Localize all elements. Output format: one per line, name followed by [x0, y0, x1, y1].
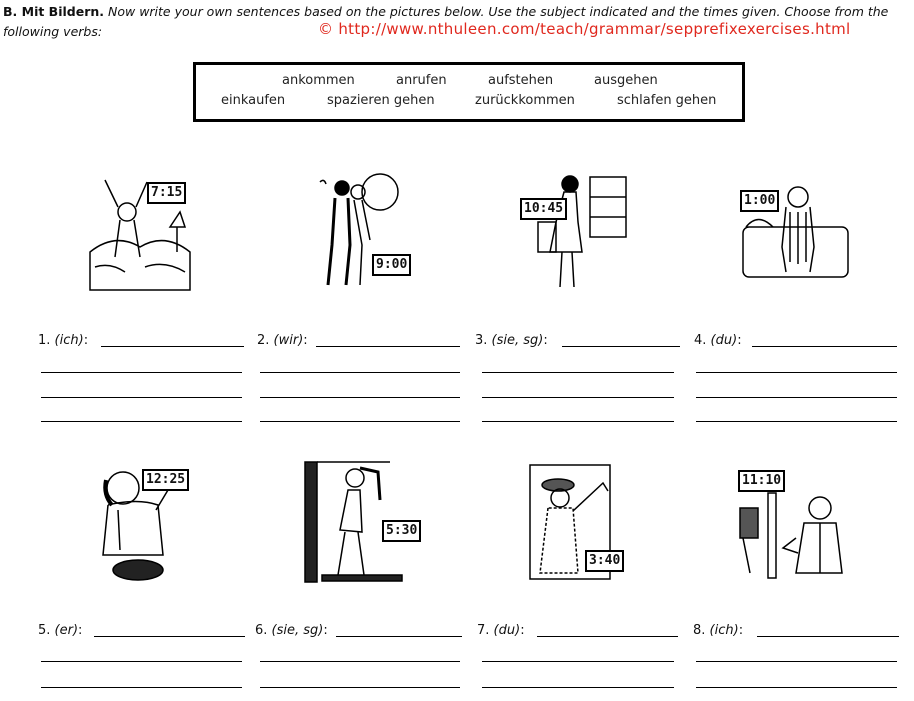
answer-line[interactable]	[696, 372, 897, 373]
clock-display: 11:10	[738, 470, 785, 492]
answer-line[interactable]	[482, 397, 674, 398]
answer-line[interactable]	[696, 421, 897, 422]
verb-box	[193, 62, 745, 122]
picture-1	[85, 172, 195, 292]
picture-8	[738, 463, 853, 581]
answer-line[interactable]	[696, 397, 897, 398]
answer-line[interactable]	[260, 421, 460, 422]
section-heading: B. Mit Bildern.	[3, 4, 105, 19]
answer-line[interactable]	[696, 687, 897, 688]
exercise-5-prompt: 5. (er):	[38, 623, 83, 638]
answer-line[interactable]	[41, 661, 242, 662]
going-to-bed-icon	[738, 172, 853, 284]
exercise-2-prompt: 2. (wir):	[257, 333, 308, 348]
answer-line[interactable]	[94, 636, 245, 637]
exercise-6-prompt: 6. (sie, sg):	[255, 623, 328, 638]
picture-6	[300, 460, 420, 585]
shopping-icon	[520, 172, 630, 292]
answer-line[interactable]	[752, 346, 897, 347]
clock-display: 9:00	[372, 254, 411, 276]
verb-item: zurückkommen	[475, 93, 575, 108]
answer-line[interactable]	[101, 346, 244, 347]
verb-item: aufstehen	[488, 73, 554, 88]
clock-display: 1:00	[740, 190, 779, 212]
answer-line[interactable]	[482, 372, 674, 373]
answer-line[interactable]	[41, 687, 242, 688]
clock-display: 7:15	[147, 182, 186, 204]
answer-line[interactable]	[41, 372, 242, 373]
picture-2	[310, 170, 420, 290]
answer-line[interactable]	[562, 346, 680, 347]
answer-line[interactable]	[41, 397, 242, 398]
answer-line[interactable]	[482, 687, 674, 688]
answer-line[interactable]	[316, 346, 460, 347]
clock-display: 3:40	[585, 550, 624, 572]
copyright-link[interactable]: © http://www.nthuleen.com/teach/grammar/sepprefixexercises.html	[318, 20, 851, 38]
answer-line[interactable]	[696, 661, 897, 662]
exercise-4-prompt: 4. (du):	[694, 333, 742, 348]
answer-line[interactable]	[537, 636, 678, 637]
picture-7	[528, 463, 633, 581]
verb-item: einkaufen	[221, 93, 286, 108]
picture-5	[98, 460, 188, 585]
answer-line[interactable]	[41, 421, 242, 422]
answer-line[interactable]	[336, 636, 462, 637]
answer-line[interactable]	[482, 421, 674, 422]
verb-item: ausgehen	[594, 73, 658, 88]
answer-line[interactable]	[260, 661, 460, 662]
exercise-8-prompt: 8. (ich):	[693, 623, 744, 638]
picture-4	[738, 172, 853, 284]
verb-item: schlafen gehen	[617, 93, 717, 108]
answer-line[interactable]	[260, 372, 460, 373]
picture-3	[520, 172, 630, 292]
answer-line[interactable]	[260, 687, 460, 688]
clock-display: 10:45	[520, 198, 567, 220]
verb-item: anrufen	[396, 73, 447, 88]
exercise-7-prompt: 7. (du):	[477, 623, 525, 638]
answer-line[interactable]	[482, 661, 674, 662]
clock-display: 5:30	[382, 520, 421, 542]
exercise-1-prompt: 1. (ich):	[38, 333, 89, 348]
exercise-3-prompt: 3. (sie, sg):	[475, 333, 548, 348]
verb-item: ankommen	[282, 73, 355, 88]
answer-line[interactable]	[757, 636, 899, 637]
verb-item: spazieren gehen	[327, 93, 435, 108]
answer-line[interactable]	[260, 397, 460, 398]
instructions-text: Now write your own sentences based on the pictures below. Use the subject indicated and the times given. Choose from the following verbs:	[3, 4, 889, 39]
clock-display: 12:25	[142, 469, 189, 491]
